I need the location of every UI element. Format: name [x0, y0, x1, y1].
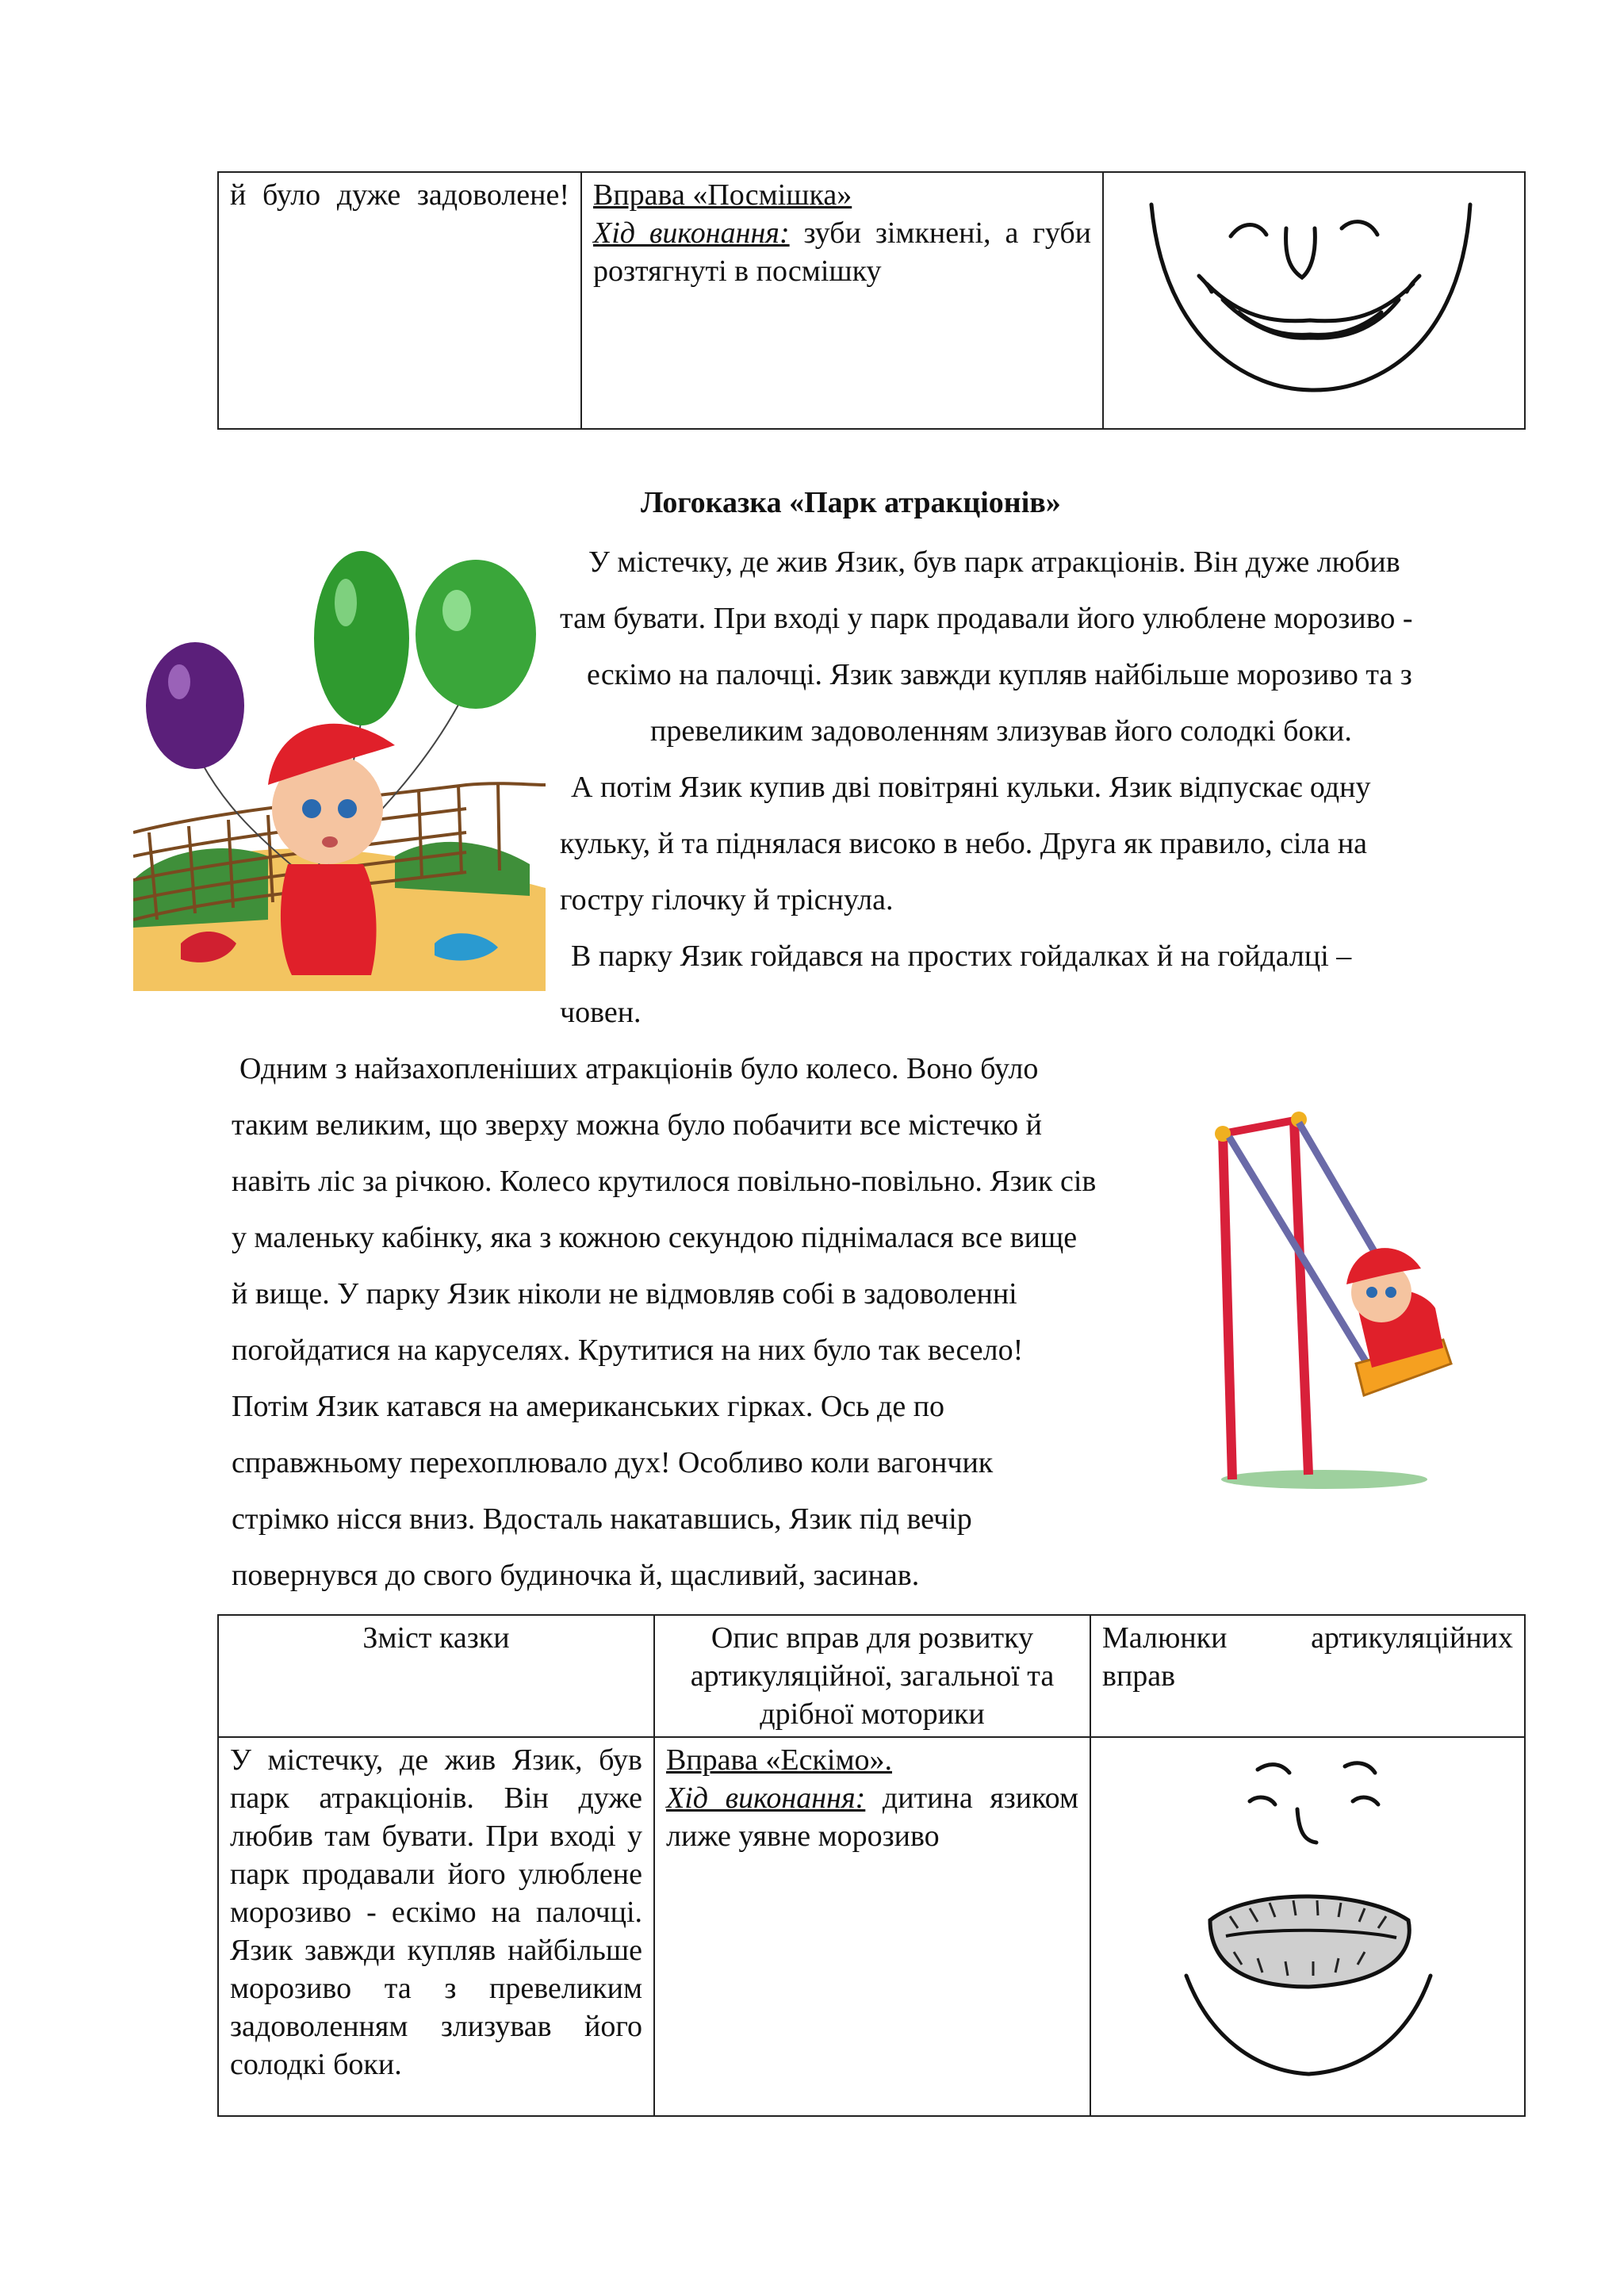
exercise-method-smile: [593, 214, 1091, 290]
method-text: дитина язиком лиже уявне морозиво: [666, 1781, 1079, 1853]
exercise-table-top: [217, 171, 1526, 430]
story-line: навіть ліс за річкою. Колесо крутилося повільно-повільно. Язик сів: [232, 1165, 1097, 1198]
table1-image-cell: [1103, 172, 1525, 429]
exercise-method-eskimo: [666, 1779, 1078, 1855]
story-paragraph-left: [232, 1041, 1096, 1604]
exercise-title-smile: Вправа «Посмішка»: [593, 178, 852, 212]
row-image-cell: [1090, 1737, 1525, 2116]
smile-face-icon: [1104, 173, 1526, 427]
header-exercise-description: Опис вправ для розвитку артикуляційної, загальної та дрібної моторики: [654, 1615, 1090, 1737]
story-line: кульку, й та піднялася високо в небо. Друга як правило, сіла на: [560, 827, 1368, 860]
story-line: Потім Язик катався на американських гірках. Ось де по: [232, 1390, 945, 1423]
story-line: ескімо на палочці. Язик завжди купляв найбільше морозиво та з: [587, 658, 1412, 691]
row-exercise-cell: [654, 1737, 1090, 2116]
header-story-content: Зміст казки: [218, 1615, 654, 1737]
story-title: Логоказка «Парк атракціонів»: [641, 486, 1061, 519]
story-line: там бувати. При вході у парк продавали його улюблене морозиво -: [560, 602, 1413, 635]
story-line: човен.: [560, 996, 642, 1029]
licking-lips-face-icon: [1091, 1738, 1526, 2114]
story-line: превеликим задоволенням злизував його солодкі боки.: [650, 714, 1352, 748]
green-balloon-1: [314, 551, 409, 725]
story-line: Одним з найзахопленіших атракціонів було колесо. Воно було: [239, 1052, 1039, 1085]
method-label: Хід виконання:: [593, 216, 790, 250]
story-line: гостру гілочку й тріснула.: [560, 883, 894, 916]
gnome-on-swing-icon: [1205, 1102, 1475, 1498]
method-label: Хід виконання:: [666, 1781, 866, 1815]
story-paragraph-right: [560, 534, 1413, 1041]
story-line: В парку Язик гойдався на простих гойдалках й на гойдалці –: [571, 939, 1352, 973]
story-line: таким великим, що зверху можна було побачити все містечко й: [232, 1108, 1042, 1142]
header-exercise-images: Малюнки артикуляційних вправ: [1090, 1615, 1525, 1737]
gnome-with-balloons-icon: [133, 547, 546, 991]
swing-illustration: [1205, 1102, 1475, 1498]
row-story-content: [218, 1737, 654, 2116]
balloons-illustration: [133, 547, 546, 991]
story-line: А потім Язик купив дві повітряні кульки. Язик відпускає одну: [571, 771, 1371, 804]
row-story-text: У містечку, де жив Язик, був парк атракціонів. Він дуже любив там бувати. При вході у парк продавали його улюблене морозиво - ескімо на палочці. Язик завжди купляв найбільше морозиво та з превеликим задоволенням злизував його солодкі боки.: [230, 1743, 642, 2081]
story-line: У містечку, де жив Язик, був парк атракціонів. Він дуже любив: [588, 545, 1400, 579]
table1-story-cell: [218, 172, 581, 429]
story-line: стрімко нісся вниз. Вдосталь накатавшись, Язик під вечір: [232, 1502, 972, 1536]
method-text: зуби зімкнені, а губи розтягнуті в посмішку: [593, 216, 1091, 288]
green-balloon-2: [416, 560, 536, 709]
story-line: повернувся до свого будиночка й, щасливий, засинав.: [232, 1559, 920, 1592]
table1-story-text: й було дуже задоволене!: [230, 178, 569, 212]
table1-exercise-cell: [581, 172, 1103, 429]
exercise-table-bottom: [217, 1614, 1526, 2117]
story-line: погойдатися на каруселях. Крутитися на них було так весело!: [232, 1334, 1024, 1367]
story-line: справжньому перехоплювало дух! Особливо коли вагончик: [232, 1446, 994, 1479]
purple-balloon: [146, 642, 244, 769]
story-line: у маленьку кабінку, яка з кожною секундою піднімалася все вище: [232, 1221, 1078, 1254]
exercise-title-eskimo: Вправа «Ескімо».: [666, 1743, 892, 1777]
story-line: й вище. У парку Язик ніколи не відмовляв собі в задоволенні: [232, 1277, 1017, 1311]
